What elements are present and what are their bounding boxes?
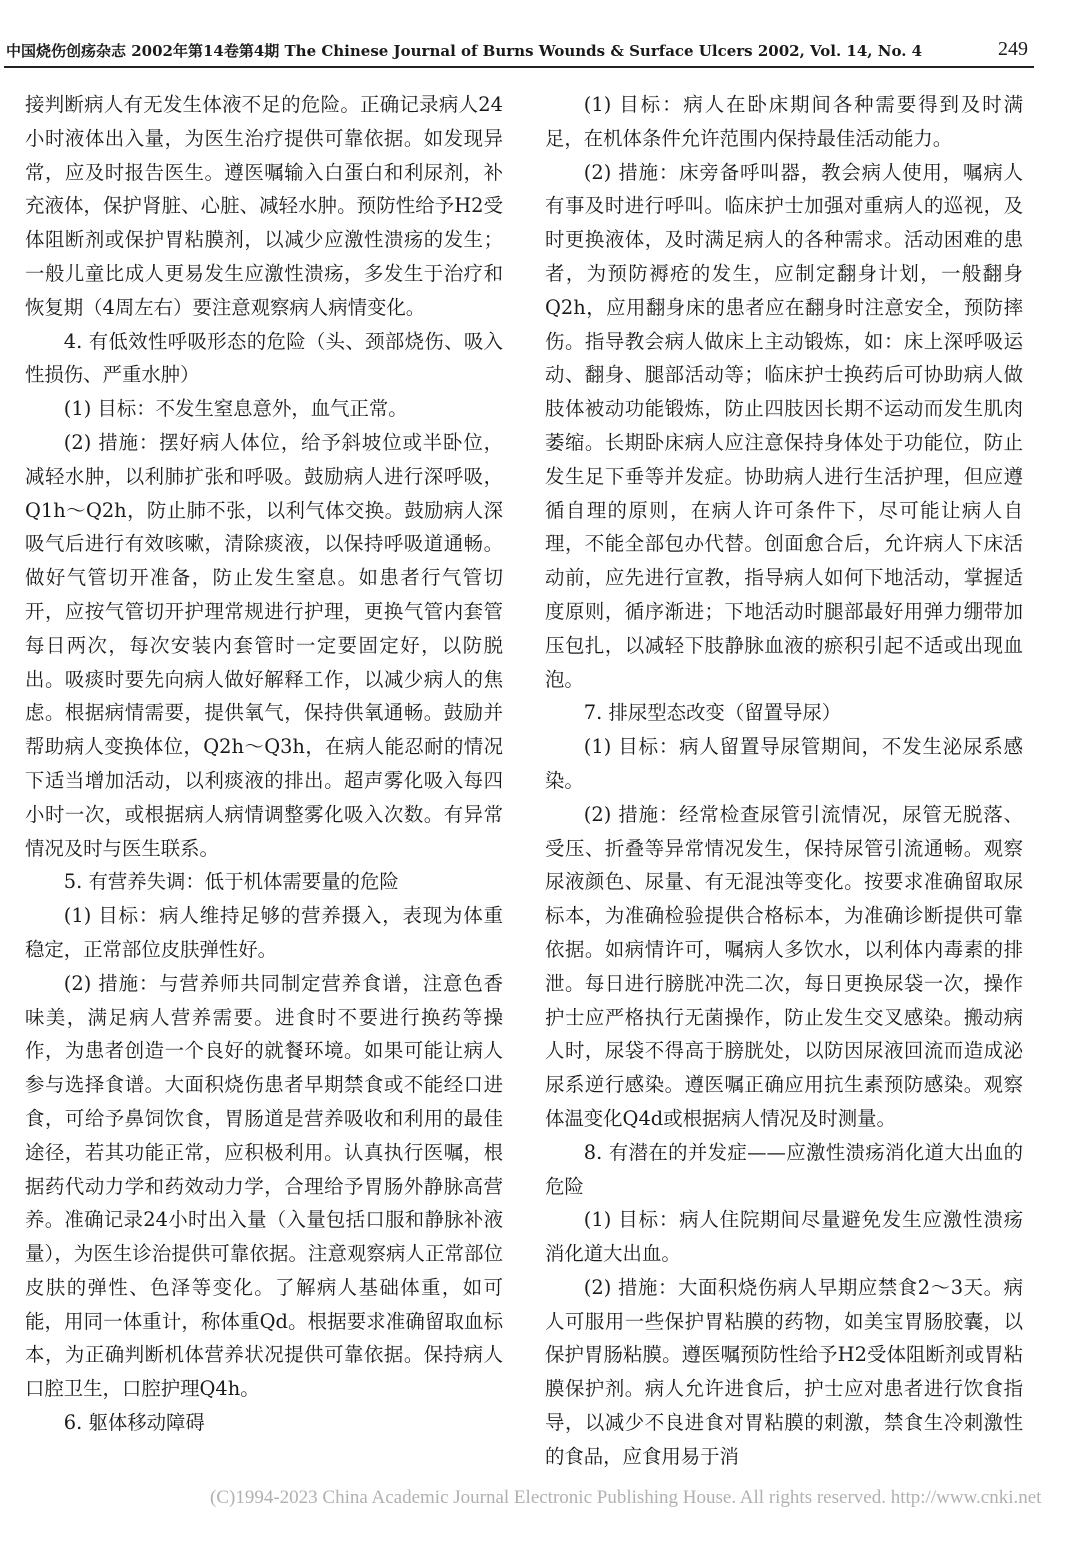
paragraph: (2) 措施：床旁备呼叫器，教会病人使用，嘱病人有事及时进行呼叫。临床护士加强对重病人的巡视，及时更换液体，及时满足病人的各种需求。活动困难的患者，为预防褥疮的发生，应制定翻身计划，一般翻身Q2h，应用翻身床的患者应在翻身时注意安全，预防摔伤。指导教会病人做床上主动锻炼，如：床上深呼吸运动、翻身、腿部活动等；临床护士换药后可协助病人做肢体被动功能锻炼，防止四肢因长期不运动而发生肌肉萎缩。长期卧床病人应注意保持身体处于功能位，防止发生足下垂等并发症。协助病人进行生活护理，但应遵循自理的原则，在病人许可条件下，尽可能让病人自理，不能全部包办代替。创面愈合后，允许病人下床活动前，应先进行宣教，指导病人如何下地活动，掌握适度原则，循序渐进；下地活动时腿部最好用弹力绷带加压包扎，以减轻下肢静脉血液的瘀积引起不适或出现血泡。 <box>545 160 1023 691</box>
paragraph: (1) 目标：病人住院期间尽量避免发生应激性溃疡消化道大出血。 <box>545 1208 1023 1266</box>
page-number: 249 <box>998 38 1028 60</box>
paragraph: (2) 措施：经常检查尿管引流情况，尿管无脱落、受压、折叠等异常情况发生，保持尿管引流通畅。观察尿液颜色、尿量、有无混浊等变化。按要求准确留取尿标本，为准确检验提供合格标本，为准确诊断提供可靠依据。如病情许可，嘱病人多饮水，以利体内毒素的排泄。每日进行膀胱冲洗二次，每日更换尿袋一次，操作护士应严格执行无菌操作，防止发生交叉感染。搬动病人时，尿袋不得高于膀胱处，以防因尿液回流而造成泌尿系逆行感染。遵医嘱正确应用抗生素预防感染。观察体温变化Q4d或根据病人情况及时测量。 <box>545 802 1023 1130</box>
paragraph: 接判断病人有无发生体液不足的危险。正确记录病人24小时液体出入量，为医生治疗提供可靠依据。如发现异常，应及时报告医生。遵医嘱输入白蛋白和利尿剂，补充液体，保护肾脏、心脏、减轻水肿。预防性给予H2受体阻断剂或保护胃粘膜剂，以减少应激性溃疡的发生；一般儿童比成人更易发生应激性溃疡，多发生于治疗和恢复期（4周左右）要注意观察病人病情变化。 <box>25 93 503 319</box>
paragraph: (2) 措施：大面积烧伤病人早期应禁食2～3天。病人可服用一些保护胃粘膜的药物，如美宝胃肠胶囊，以保护胃肠粘膜。遵医嘱预防性给予H2受体阻断剂或胃粘膜保护剂。病人允许进食后，护士应对患者进行饮食指导，以减少不良进食对胃粘膜的刺激，禁食生冷刺激性的食品，应食用易于消 <box>545 1275 1023 1468</box>
paragraph: (1) 目标：病人在卧床期间各种需要得到及时满足，在机体条件允许范围内保持最佳活动能力。 <box>545 93 1023 150</box>
paragraph: 8. 有潜在的并发症——应激性溃疡消化道大出血的危险 <box>545 1140 1023 1198</box>
paragraph: 5. 有营养失调：低于机体需要量的危险 <box>63 870 399 894</box>
paragraph: 7. 排尿型态改变（留置导尿） <box>583 701 842 725</box>
paragraph: (1) 目标：病人维持足够的营养摄入，表现为体重稳定，正常部位皮肤弹性好。 <box>25 904 503 961</box>
right-column <box>545 88 1023 1474</box>
paragraph: 4. 有低效性呼吸形态的危险（头、颈部烧伤、吸入性损伤、严重水肿） <box>25 329 503 387</box>
running-head: 中国烧伤创疡杂志 2002年第14卷第4期 The Chinese Journal of Burns Wounds & Surface Ulcers 2002, Vol. 14, No. 4 <box>6 42 923 60</box>
paragraph: (1) 目标：病人留置导尿管期间，不发生泌尿系感染。 <box>545 735 1023 792</box>
paragraph: (2) 措施：与营养师共同制定营养食谱，注意色香味美，满足病人营养需要。进食时不要进行换药等操作，为患者创造一个良好的就餐环境。如果可能让病人参与选择食谱。大面积烧伤患者早期禁食或不能经口进食，可给予鼻饲饮食，胃肠道是营养吸收和利用的最佳途径，若其功能正常，应积极利用。认真执行医嘱，根据药代动力学和药效动力学，合理给予胃肠外静脉高营养。准确记录24小时出入量（入量包括口服和静脉补液量），为医生诊治提供可靠依据。注意观察病人正常部位皮肤的弹性、色泽等变化。了解病人基础体重，如可能，用同一体重计，称体重Qd。根据要求准确留取血标本，为正确判断机体营养状况提供可靠依据。保持病人口腔卫生，口腔护理Q4h。 <box>25 971 503 1401</box>
paragraph: (2) 措施：摆好病人体位，给予斜坡位或半卧位，减轻水肿，以利肺扩张和呼吸。鼓励病人进行深呼吸，Q1h～Q2h，防止肺不张，以利气体交换。鼓励病人深吸气后进行有效咳嗽，清除痰液，以保持呼吸道通畅。做好气管切开准备，防止发生窒息。如患者行气管切开，应按气管切开护理常规进行护理，更换气管内套管每日两次，每次安装内套管时一定要固定好，以防脱出。吸痰时要先向病人做好解释工作，以减少病人的焦虑。根据病情需要，提供氧气，保持供氧通畅。鼓励并帮助病人变换体位，Q2h～Q3h，在病人能忍耐的情况下适当增加活动，以利痰液的排出。超声雾化吸入每四小时一次，或根据病人病情调整雾化吸入次数。有异常情况及时与医生联系。 <box>25 430 503 860</box>
copyright-watermark: (C)1994-2023 China Academic Journal Electronic Publishing House. All rights reserved. http://www.cnki.net <box>210 1487 1042 1508</box>
paragraph: 6. 躯体移动障碍 <box>63 1411 205 1435</box>
paragraph: (1) 目标：不发生窒息意外，血气正常。 <box>63 397 408 421</box>
header-rule <box>4 66 1034 68</box>
left-column <box>25 88 503 1440</box>
